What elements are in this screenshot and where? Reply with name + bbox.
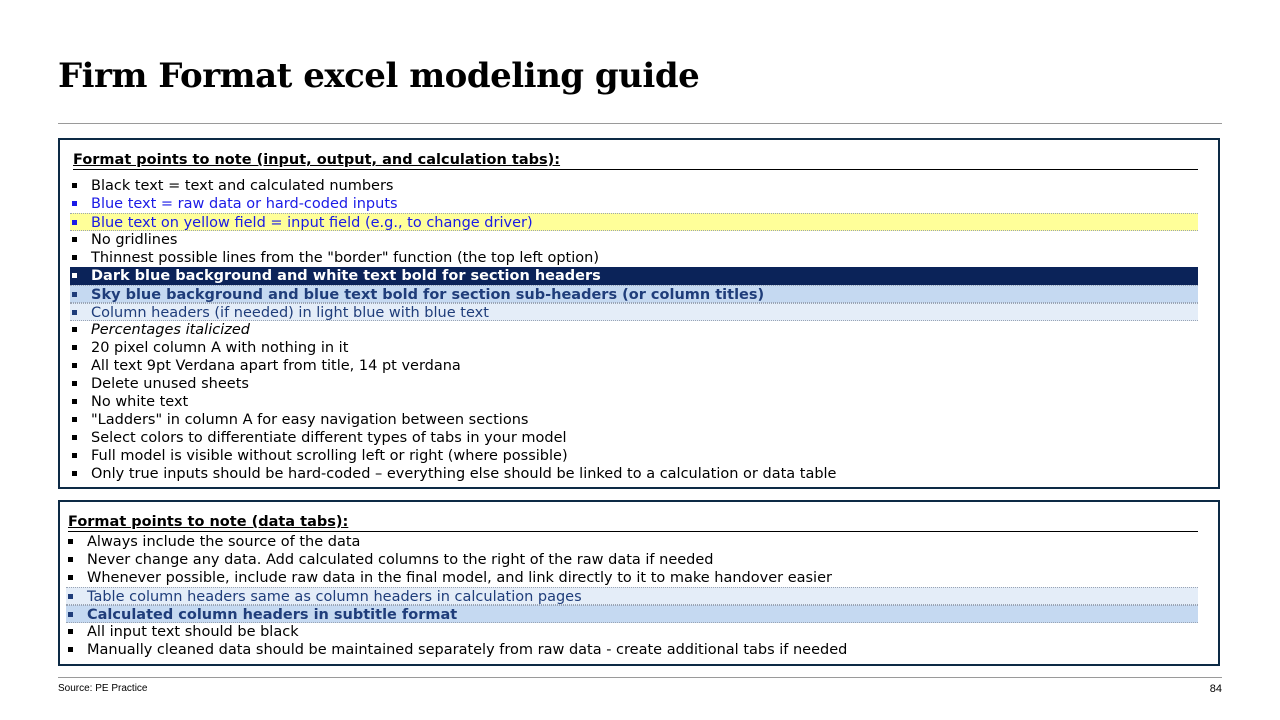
data-tabs-list	[66, 533, 1198, 659]
bullet-icon	[68, 612, 73, 617]
list-item: Only true inputs should be hard-coded – everything else should be linked to a calculation or data table	[70, 465, 1198, 483]
list-item: Calculated column headers in subtitle format	[66, 605, 1198, 623]
list-item: Select colors to differentiate different types of tabs in your model	[70, 429, 1198, 447]
bullet-icon	[72, 471, 77, 476]
bullet-icon	[72, 183, 77, 188]
bullet-icon	[72, 237, 77, 242]
list-item: "Ladders" in column A for easy navigation between sections	[70, 411, 1198, 429]
bullet-icon	[72, 417, 77, 422]
list-item: Always include the source of the data	[66, 533, 1198, 551]
page-number: 84	[1209, 683, 1222, 695]
bullet-icon	[72, 292, 77, 297]
bullet-icon	[68, 557, 73, 562]
data-tabs-format-box	[58, 500, 1220, 666]
bullet-icon	[72, 201, 77, 206]
bullet-icon	[68, 594, 73, 599]
title-divider	[58, 123, 1222, 124]
bullet-icon	[72, 435, 77, 440]
source-note: Source: PE Practice	[58, 683, 148, 694]
list-item: Black text = text and calculated numbers	[70, 177, 1198, 195]
list-item: Delete unused sheets	[70, 375, 1198, 393]
list-item: Thinnest possible lines from the "border" function (the top left option)	[70, 249, 1198, 267]
bullet-icon	[72, 381, 77, 386]
calc-tabs-heading: Format points to note (input, output, and calculation tabs):	[73, 152, 1198, 170]
list-item: Manually cleaned data should be maintained separately from raw data - create additional tabs if needed	[66, 641, 1198, 659]
bullet-icon	[72, 453, 77, 458]
calc-tabs-list	[70, 177, 1198, 483]
bullet-icon	[72, 327, 77, 332]
bullet-icon	[72, 363, 77, 368]
list-item: Full model is visible without scrolling left or right (where possible)	[70, 447, 1198, 465]
bullet-icon	[68, 629, 73, 634]
footer-divider	[58, 677, 1222, 678]
page-title: Firm Format excel modeling guide	[58, 56, 700, 96]
list-item: Column headers (if needed) in light blue with blue text	[70, 303, 1198, 321]
list-item: Whenever possible, include raw data in the final model, and link directly to it to make handover easier	[66, 569, 1198, 587]
bullet-icon	[68, 575, 73, 580]
list-item: No gridlines	[70, 231, 1198, 249]
bullet-icon	[68, 539, 73, 544]
list-item: Never change any data. Add calculated columns to the right of the raw data if needed	[66, 551, 1198, 569]
bullet-icon	[72, 255, 77, 260]
list-item: Sky blue background and blue text bold for section sub-headers (or column titles)	[70, 285, 1198, 303]
list-item: No white text	[70, 393, 1198, 411]
list-item: 20 pixel column A with nothing in it	[70, 339, 1198, 357]
list-item: Percentages italicized	[70, 321, 1198, 339]
bullet-icon	[72, 220, 77, 225]
list-item: Dark blue background and white text bold for section headers	[70, 267, 1198, 285]
bullet-icon	[72, 310, 77, 315]
list-item: Table column headers same as column headers in calculation pages	[66, 587, 1198, 605]
bullet-icon	[68, 647, 73, 652]
list-item: All input text should be black	[66, 623, 1198, 641]
data-tabs-heading: Format points to note (data tabs):	[68, 514, 1198, 532]
list-item: Blue text = raw data or hard-coded inputs	[70, 195, 1198, 213]
bullet-icon	[72, 273, 77, 278]
bullet-icon	[72, 345, 77, 350]
calc-tabs-format-box	[58, 138, 1220, 489]
bullet-icon	[72, 399, 77, 404]
list-item: All text 9pt Verdana apart from title, 14 pt verdana	[70, 357, 1198, 375]
list-item: Blue text on yellow field = input field (e.g., to change driver)	[70, 213, 1198, 231]
